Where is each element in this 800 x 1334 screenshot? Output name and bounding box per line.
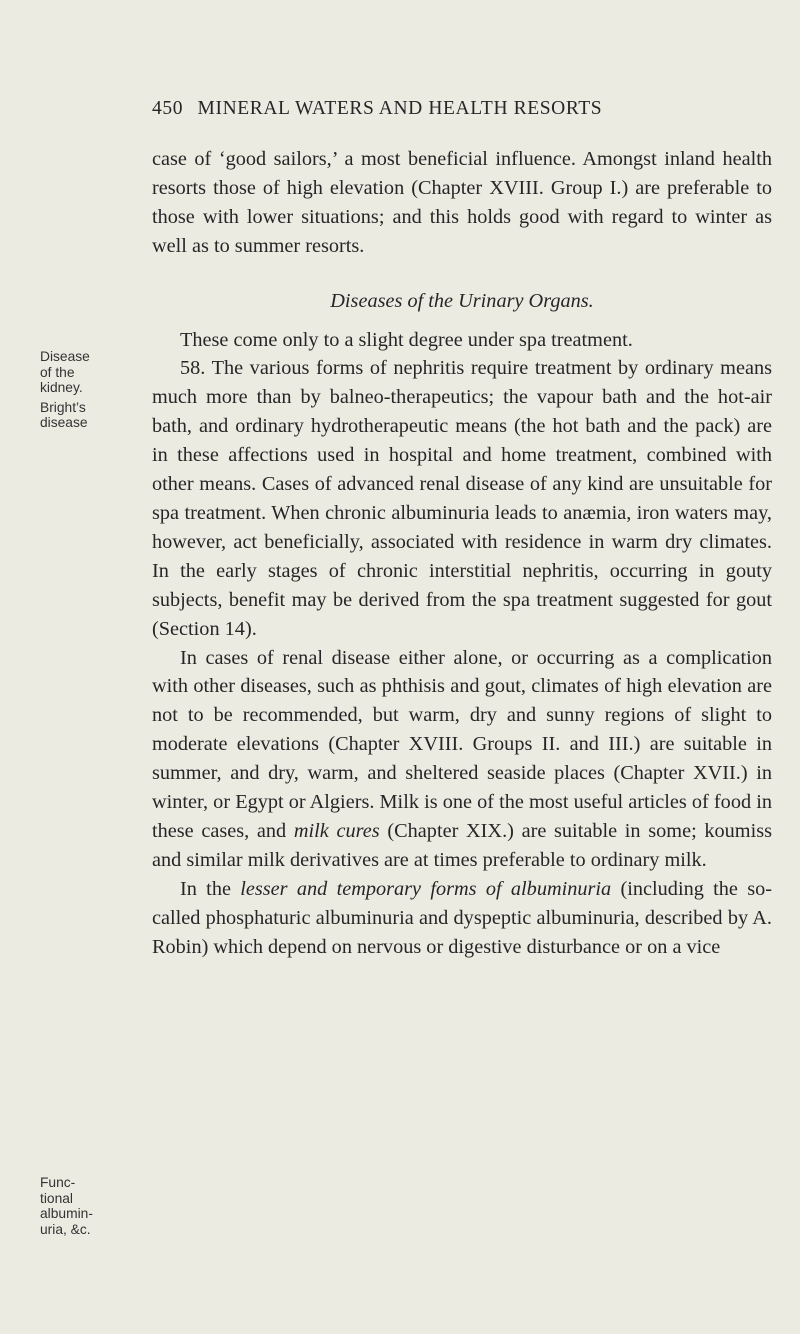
- body-text: [152, 145, 772, 961]
- margin-note-line: kidney.: [40, 380, 83, 395]
- running-head: [152, 98, 772, 120]
- paragraph: 58. The various forms of nephritis require treatment by ordinary means much more than by balneo-therapeutics; the vapour bath and the hot-air bath, and ordinary hydrotherapeutic means (the hot bath and the pack) are in these affections used in hospital and home treatment, combined with other means. Cases of advanced renal disease of any kind are unsuitable for spa treatment. When chronic albuminuria leads to anæmia, iron waters may, however, act beneficially, associated with residence in warm dry climates. In the early stages of chronic interstitial nephritis, occurring in gouty subjects, benefit may be derived from the spa treatment suggested for gout (Section 14).: [152, 357, 772, 640]
- margin-note-line: of the: [40, 364, 75, 380]
- margin-note-line: Func-: [40, 1175, 76, 1190]
- margin-note-line: disease: [40, 415, 88, 430]
- text-run: In the: [180, 877, 241, 900]
- margin-note-line: Bright’s: [40, 399, 86, 415]
- italic-run: milk cures: [293, 819, 380, 842]
- page-number: 450: [152, 98, 184, 119]
- running-title: MINERAL WATERS AND HEALTH RESORTS: [197, 98, 603, 119]
- text-run: In cases of renal disease either alone, or occurring as a complication with other diseases, such as phthisis and gout, climates of high elevation are not to be recommended, but warm, dry and sunny regions of slight to moderate elevations (Chapter XVIII. Groups II. and III.) are suitable in summer, and dry, warm, and sheltered seaside places (Chapter XVII.) in winter, or Egypt or Algiers. Milk is one of the most useful articles of food in these cases, and: [152, 646, 772, 842]
- italic-run: lesser and temporary forms of albuminuria: [240, 877, 612, 900]
- margin-note-functional: [40, 1175, 140, 1237]
- section-heading: Diseases of the Urinary Organs.: [330, 289, 594, 312]
- margin-note-line: tional: [40, 1190, 73, 1206]
- margin-note-line: albumin-: [40, 1206, 93, 1221]
- text-run: (Chapter XIX.) are suitable in some; koumiss and similar milk derivatives are at times preferable to ordinary milk.: [152, 819, 773, 871]
- paragraph: [152, 644, 772, 875]
- paragraph: case of ‘good sailors,’ a most beneficial influence. Amongst inland health resorts those of high elevation (Chapter XVIII. Group I.) are preferable to those with lower situations; and this holds good with regard to winter as well as to summer resorts.: [152, 148, 772, 257]
- paragraph: [152, 875, 772, 962]
- margin-note-line: uria, &c.: [40, 1221, 91, 1237]
- margin-note-line: Disease: [40, 349, 90, 364]
- paragraph: These come only to a slight degree under spa treatment.: [180, 328, 633, 351]
- text-run: (including the so-called phosphaturic albuminuria and dyspeptic albuminuria, described by A. Robin) which depend on nervous or digestive disturbance or on a vice: [152, 877, 772, 958]
- margin-note-kidney: [40, 349, 140, 431]
